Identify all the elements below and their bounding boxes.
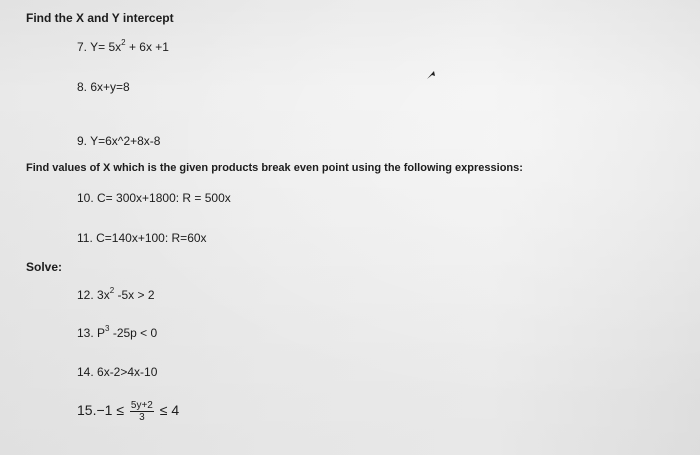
fraction-denominator: 3 [139,412,145,423]
section-heading-break-even: Find values of X which is the given products break even point using the following expressions: [26,162,523,174]
question-9: 9. Y=6x^2+8x-8 [77,134,161,148]
question-11: 11. C=140x+100: R=60x [77,231,207,245]
question-12-text: 12. 3x [77,288,110,302]
question-14: 14. 6x-2>4x-10 [77,365,158,379]
question-15-fraction [130,400,154,423]
question-12-exponent: 2 [109,286,115,295]
question-13-rest: -25p < 0 [109,326,158,340]
question-15-text: 15.−1 ≤ [77,402,124,419]
fraction-numerator: 5y+2 [130,400,153,411]
question-7-rest: + 6x +1 [125,40,169,54]
question-8: 8. 6x+y=8 [77,80,130,94]
question-13 [77,326,157,340]
question-15 [77,400,179,423]
mouse-pointer-icon [425,68,437,82]
question-7-text: 7. Y= 5x [77,40,122,54]
section-heading-solve: Solve: [26,260,63,274]
question-7-exponent: 2 [121,38,126,47]
section-heading-intercepts: Find the X and Y intercept [26,11,174,25]
question-13-exponent: 3 [105,324,110,333]
question-15-rest: ≤ 4 [159,402,180,419]
question-10: 10. C= 300x+1800: R = 500x [77,191,231,205]
question-13-text: 13. P [77,326,106,340]
question-7 [77,40,169,54]
question-12 [77,288,155,302]
question-12-rest: -5x > 2 [114,288,155,302]
